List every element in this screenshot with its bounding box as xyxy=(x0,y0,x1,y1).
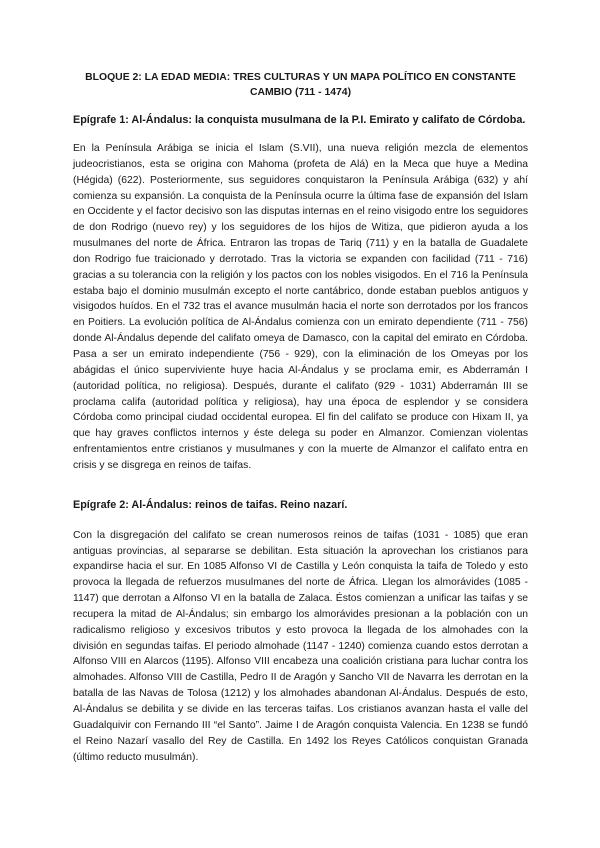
section-epigrafe-1 xyxy=(73,112,528,474)
section-heading: Epígrafe 2: Al-Ándalus: reinos de taifas. Reino nazarí. xyxy=(73,498,348,511)
section-body: Con la disgregación del califato se crean numerosos reinos de taifas (1031 - 1085) que eran antiguas provincias, al separarse se debilitan. Esta situación la aprovechan los cristianos para expandirse hacia el sur. En 1085 Alfonso VI de Castilla y León conquista la taifa de Toledo y esto provoca la llegada de refuerzos musulmanes del norte de África. Llegan los almorávides (1085 - 1147) que derrotan a Alfonso VI en la batalla de Zalaca. Éstos comienzan a unificar las taifas y se recupera la mitad de Al-Ándalus; sin embargo los almorávides presionan a la población con un radicalismo religioso y excesivos tributos y esto provoca la llegada de los almohades con la división en segundas taifas. El periodo almohade (1147 - 1240) comienza cuando estos derrotan a Alfonso VIII en Alarcos (1195). Alfonso VIII encabeza una coalición cristiana para luchar contra los almohades. Alfonso VIII de Castilla, Pedro II de Aragón y Sancho VII de Navarra les derrotan en la batalla de las Navas de Tolosa (1212) y los almohades abandonan Al-Ándalus. Después de esto, Al-Ándalus se debilita y se divide en las terceras taifas. Los cristianos avanzan hasta el valle del Guadalquivir con Fernando III “el Santo”. Jaime I de Aragón conquista Valencia. En 1238 se fundó el Reino Nazarí vasallo del Rey de Castilla. En 1492 los Reyes Católicos conquistan Granada (último reducto musulmán). xyxy=(73,529,528,763)
section-heading: Epígrafe 1: Al-Ándalus: la conquista musulmana de la P.I. Emirato y califato de Córdoba. xyxy=(73,114,526,126)
document-title: BLOQUE 2: LA EDAD MEDIA: TRES CULTURAS Y UN MAPA POLÍTICO EN CONSTANTE CAMBIO (711 - 1474) xyxy=(85,72,516,98)
section-body: En la Península Arábiga se inicia el Islam (S.VII), una nueva religión mezcla de elementos judeocristianos, esta se origina con Mahoma (profeta de Alá) en la Meca que huye a Medina (Hégida) (622). Posteriormente, sus seguidores conquistaron la Península Arábiga (632) y ahí comienza su expansión. La conquista de la Península ocurre la última fase de expansión del Islam en Occidente y el factor decisivo son las disputas internas en el reino visigodo entre los seguidores de don Rodrigo (nuevo rey) y los seguidores de los hijos de Witiza, que pidieron ayuda a los musulmanes del norte de África. Entraron las tropas de Tariq (711) y en la batalla de Guadalete don Rodrigo fue traicionado y derrotado. Tras la victoria se expanden con facilidad (711 - 716) gracias a su tolerancia con la religión y los pactos con los nobles visigodos. En el 716 la Península estaba bajo el dominio musulmán excepto el norte cantábrico, donde estaban pueblos antiguos y visigodos huídos. En el 732 tras el avance musulmán hacia el norte son derrotados por los francos en Poitiers. La evolución política de Al-Ándalus comienza con un emirato dependiente (711 - 756) donde Al-Ándalus depende del califato omeya de Damasco, con la capital del emirato en Córdoba. Pasa a ser un emirato independiente (756 - 929), con la eliminación de los Omeyas por los abágidas el único superviviente huye hacia Al-Ándalus y se proclama emir, es Abderramán I (autoridad política, no religiosa). Después, durante el califato (929 - 1031) Abderramán III se proclama califa (autoridad política y religiosa), hay una época de esplendor y se considera Córdoba como principal ciudad occidental europea. El fin del califato se produce con Hixam II, ya que hay graves conflictos internos y éste delega su poder en Almanzor. Comienzan violentas enfrentamientos entre cristianos y musulmanes y con la muerte de Almanzor el califato entra en crisis y se disgrega en reinos de taifas. xyxy=(73,143,528,471)
section-epigrafe-2 xyxy=(73,497,528,766)
